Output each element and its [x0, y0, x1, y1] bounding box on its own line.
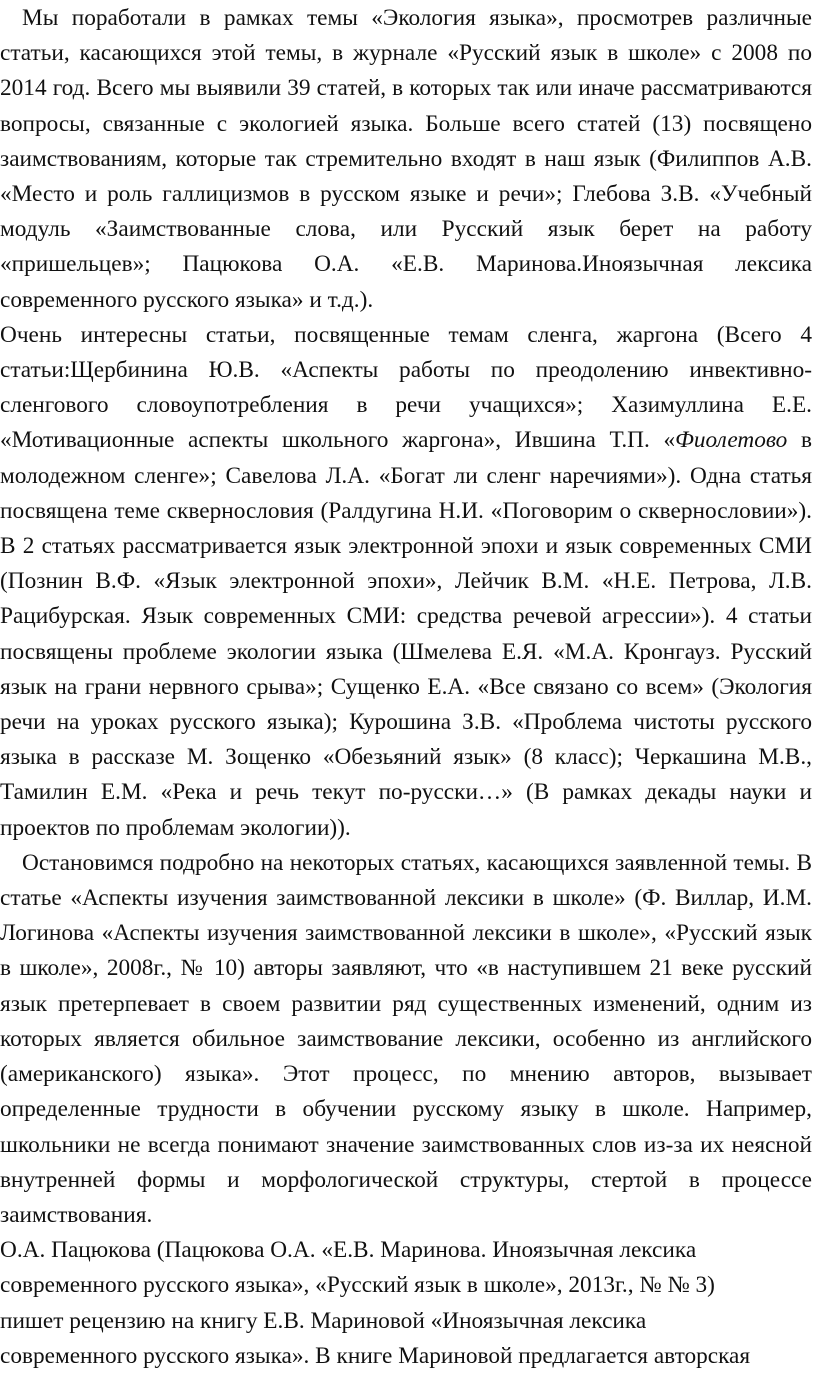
- paragraph-slang-articles: [0, 318, 812, 846]
- paragraph-slang-text-start: Очень интересны статьи, посвященные темам сленга, жаргона (Всего 4 статьи:Щербинина Ю.В. «Аспекты работы по преодолению инвективно-сленгового словоупотребления в речи учащихся»; Хазимуллина Е.Е. «Мотивационные аспекты школьного жаргона», Ившина Т.П. «: [0, 321, 812, 454]
- review-line: современного русского языка». В книге Мариновой предлагается авторская: [0, 1342, 751, 1369]
- review-line: современного русского языка», «Русский язык в школе», 2013г., № № 3): [0, 1272, 715, 1299]
- paragraph-review: [0, 1233, 812, 1374]
- review-line: О.А. Пацюкова (Пацюкова О.А. «Е.В. Маринова. Иноязычная лексика: [0, 1237, 697, 1264]
- paragraph-borrowed-lexicon: Остановимся подробно на некоторых статьях, касающихся заявленной темы. В статье «Аспекты изучения заимствованной лексики в школе» (Ф. Виллар, И.М. Логинова «Аспекты изучения заимствованной лексики в школе», «Русский язык в школе», 2008г., № 10) авторы заявляют, что «в наступившем 21 веке русский язык претерпевает в своем развитии ряд существенных изменений, одним из которых является обильное заимствование лексики, особенно из английского (американского) языка». Этот процесс, по мнению авторов, вызывает определенные трудности в обучении русскому языку в школе. Например, школьники не всегда понимают значение заимствованных слов из-за их неясной внутренней формы и морфологической структуры, стертой в процессе заимствования.: [0, 849, 812, 1228]
- paragraph-ecology-overview: Мы поработали в рамках темы «Экология языка», просмотрев различные статьи, касающихся этой темы, в журнале «Русский язык в школе» с 2008 по 2014 год. Всего мы выявили 39 статей, в которых так или иначе рассматриваются вопросы, связанные с экологией языка. Больше всего статей (13) посвящено заимствованиям, которые так стремительно входят в наш язык (Филиппов А.В. «Место и роль галлицизмов в русском языке и речи»; Глебова З.В. «Учебный модуль «Заимствованные слова, или Русский язык берет на работу «пришельцев»; Пацюкова О.А. «Е.В. Маринова.Иноязычная лексика современного русского языка» и т.д.).: [0, 5, 812, 313]
- italic-title-fioletovo: Фиолетово: [675, 427, 788, 454]
- paragraph-slang-text-end: в молодежном сленге»; Савелова Л.А. «Богат ли сленг наречиями»). Одна статья посвящена теме сквернословия (Ралдугина Н.И. «Поговорим о сквернословии»). В 2 статьях рассматривается язык электронной эпохи и язык современных СМИ (Познин В.Ф. «Язык электронной эпохи», Лейчик В.М. «Н.Е. Петрова, Л.В. Рацибурская. Язык современных СМИ: средства речевой агрессии»). 4 статьи посвящены проблеме экологии языка (Шмелева Е.Я. «М.А. Кронгауз. Русский язык на грани нервного срыва»; Сущенко Е.А. «Все связано со всем» (Экология речи на уроках русского языка); Курошина З.В. «Проблема чистоты русского языка в рассказе М. Зощенко «Обезьяний язык» (8 класс); Черкашина М.В., Тамилин Е.М. «Река и речь текут по-русски…» (В рамках декады науки и проектов по проблемам экологии)).: [0, 427, 812, 841]
- document-page: [0, 1, 816, 1369]
- review-line: пишет рецензию на книгу Е.В. Мариновой «Иноязычная лексика: [0, 1307, 647, 1334]
